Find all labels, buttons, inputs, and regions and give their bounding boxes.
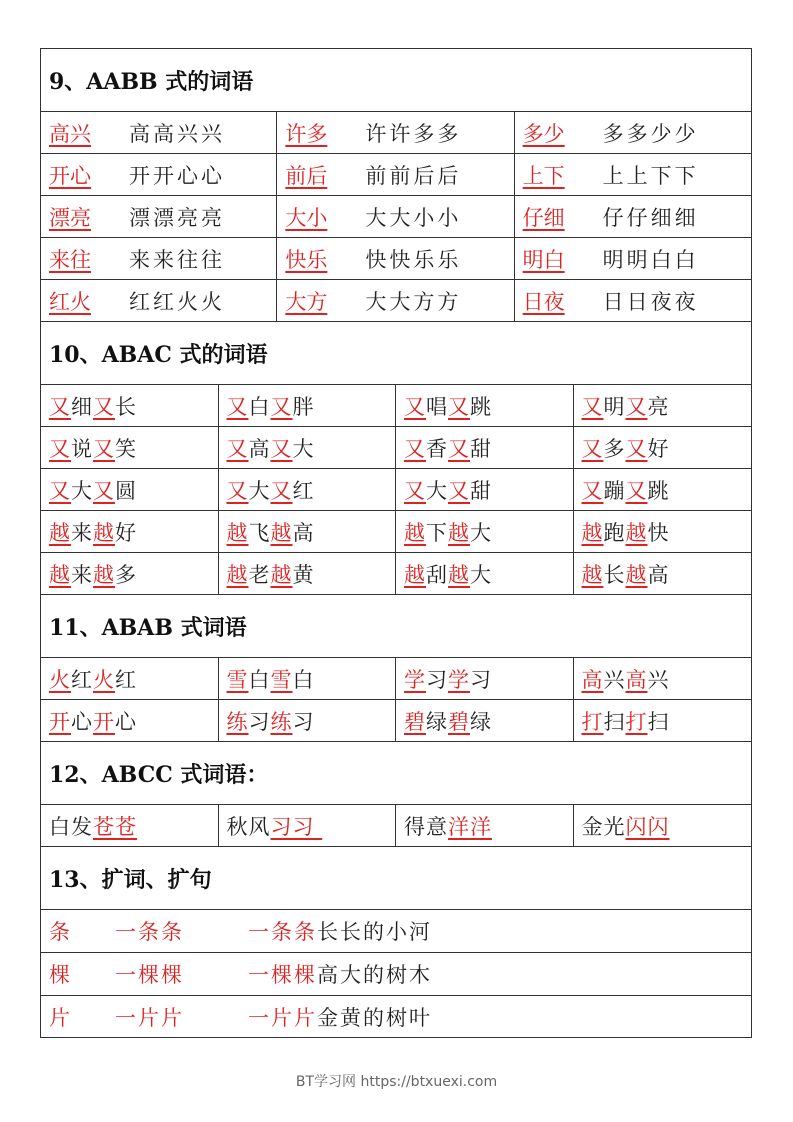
aabb-word: 许许多多 — [365, 121, 462, 146]
abab-grid — [41, 658, 751, 742]
table-row — [41, 280, 751, 322]
base-word: 明白 — [522, 247, 565, 272]
aabb-word: 前前后后 — [365, 163, 462, 188]
table-row — [41, 196, 751, 238]
aabb-word: 大大方方 — [365, 289, 462, 314]
aabb-word: 开开心心 — [129, 163, 225, 188]
abab-cell: 雪 白 雪 白 — [219, 658, 397, 699]
abac-cell: 又 大 又 甜 — [396, 469, 574, 510]
abac-cell: 又 香 又 甜 — [396, 427, 574, 468]
aabb-cell — [277, 280, 514, 321]
aabb-cell — [277, 238, 514, 279]
abac-cell: 又 白 又 胖 — [219, 385, 397, 426]
base-word: 来往 — [49, 247, 91, 272]
aabb-word: 快快乐乐 — [365, 247, 462, 272]
base-word: 大小 — [285, 205, 328, 230]
abac-cell: 又 蹦 又 跳 — [581, 478, 670, 503]
base-word: 日夜 — [522, 289, 565, 314]
abab-cell: 碧 绿 碧 绿 — [396, 700, 574, 741]
abab-cell: 高 兴 高 兴 — [581, 667, 670, 692]
abac-cell: 又 大 又 圆 — [41, 469, 219, 510]
aabb-word: 明明白白 — [602, 247, 699, 272]
expand-cell: 条 一条条 一条条 长长的小河 — [49, 920, 432, 944]
abcc-grid — [41, 805, 751, 847]
table-row — [41, 112, 751, 154]
aabb-cell — [41, 280, 277, 321]
base-word: 漂亮 — [49, 205, 91, 230]
worksheet-page — [40, 48, 752, 1038]
table-row — [41, 910, 751, 953]
section-title-aabb: 9、AABB 式的词语 — [41, 49, 751, 112]
abac-cell: 又 大 又 红 — [219, 469, 397, 510]
abac-grid — [41, 385, 751, 595]
aabb-cell — [515, 112, 751, 153]
base-word: 许多 — [285, 121, 328, 146]
base-word: 多少 — [522, 121, 565, 146]
aabb-cell — [277, 154, 514, 195]
aabb-word: 高高兴兴 — [129, 121, 225, 146]
abac-cell: 越 跑 越 快 — [581, 520, 670, 545]
aabb-cell — [515, 238, 751, 279]
aabb-cell — [277, 112, 514, 153]
base-word: 仔细 — [522, 205, 565, 230]
aabb-cell — [515, 280, 751, 321]
section-title-expand: 13、扩词、扩句 — [41, 847, 751, 910]
table-row — [41, 427, 751, 469]
abac-cell: 越 长 越 高 — [581, 562, 670, 587]
aabb-grid — [41, 112, 751, 322]
table-row — [41, 553, 751, 595]
base-word: 高兴 — [49, 121, 91, 146]
table-row — [41, 996, 751, 1038]
base-word: 上下 — [522, 163, 565, 188]
abab-cell: 开 心 开 心 — [41, 700, 219, 741]
abac-cell: 越 刮 越 大 — [396, 553, 574, 594]
abac-cell: 越 来 越 多 — [41, 553, 219, 594]
aabb-word: 大大小小 — [365, 205, 462, 230]
section-title-abab: 11、ABAB 式词语 — [41, 595, 751, 658]
aabb-word: 日日夜夜 — [602, 289, 699, 314]
abac-cell: 越 来 越 好 — [41, 511, 219, 552]
abab-cell: 练 习 练 习 — [219, 700, 397, 741]
abab-cell: 打 扫 打 扫 — [581, 709, 670, 734]
aabb-cell — [515, 154, 751, 195]
aabb-word: 仔仔细细 — [602, 205, 699, 230]
aabb-word: 来来往往 — [129, 247, 225, 272]
section-title-abac: 10、ABAC 式的词语 — [41, 322, 751, 385]
abab-cell: 火 红 火 红 — [41, 658, 219, 699]
base-word: 红火 — [49, 289, 91, 314]
table-row — [41, 154, 751, 196]
table-row — [41, 469, 751, 511]
table-row — [41, 953, 751, 996]
aabb-word: 漂漂亮亮 — [129, 205, 225, 230]
expand-cell: 片 一片片 一片片 金黄的树叶 — [49, 1005, 432, 1030]
abcc-cell: 秋风 习习 — [219, 805, 397, 846]
aabb-word: 多多少少 — [602, 121, 699, 146]
expand-cell: 棵 一棵棵 一棵棵 高大的树木 — [49, 963, 432, 987]
base-word: 快乐 — [285, 247, 328, 272]
base-word: 大方 — [285, 289, 328, 314]
expand-list — [41, 910, 751, 1038]
abac-cell: 越 飞 越 高 — [219, 511, 397, 552]
aabb-cell — [41, 154, 277, 195]
abcc-cell: 金光 闪闪 — [581, 814, 670, 839]
aabb-cell — [41, 112, 277, 153]
aabb-cell — [41, 238, 277, 279]
abac-cell: 又 多 又 好 — [581, 436, 670, 461]
vocabulary-table — [40, 48, 752, 1038]
abcc-cell: 得意 洋洋 — [396, 805, 574, 846]
aabb-cell — [277, 196, 514, 237]
site-footer: BT学习网 https://btxuexi.com — [295, 1074, 498, 1090]
abac-cell: 又 说 又 笑 — [41, 427, 219, 468]
table-row — [41, 658, 751, 700]
abac-cell: 又 明 又 亮 — [581, 394, 670, 419]
table-row — [41, 385, 751, 427]
abac-cell: 越 下 越 大 — [396, 511, 574, 552]
table-row — [41, 511, 751, 553]
table-row — [41, 805, 751, 847]
abac-cell: 又 唱 又 跳 — [396, 385, 574, 426]
base-word: 前后 — [285, 163, 328, 188]
abcc-cell: 白发 苍苍 — [41, 805, 219, 846]
aabb-word: 上上下下 — [602, 163, 699, 188]
abab-cell: 学 习 学 习 — [396, 658, 574, 699]
table-row — [41, 238, 751, 280]
section-title-abcc: 12、ABCC 式词语： — [41, 742, 751, 805]
aabb-cell — [41, 196, 277, 237]
abac-cell: 又 细 又 长 — [41, 385, 219, 426]
abac-cell: 又 高 又 大 — [219, 427, 397, 468]
base-word: 开心 — [49, 163, 91, 188]
abac-cell: 越 老 越 黄 — [219, 553, 397, 594]
aabb-word: 红红火火 — [129, 289, 225, 314]
aabb-cell — [515, 196, 751, 237]
table-row — [41, 700, 751, 742]
